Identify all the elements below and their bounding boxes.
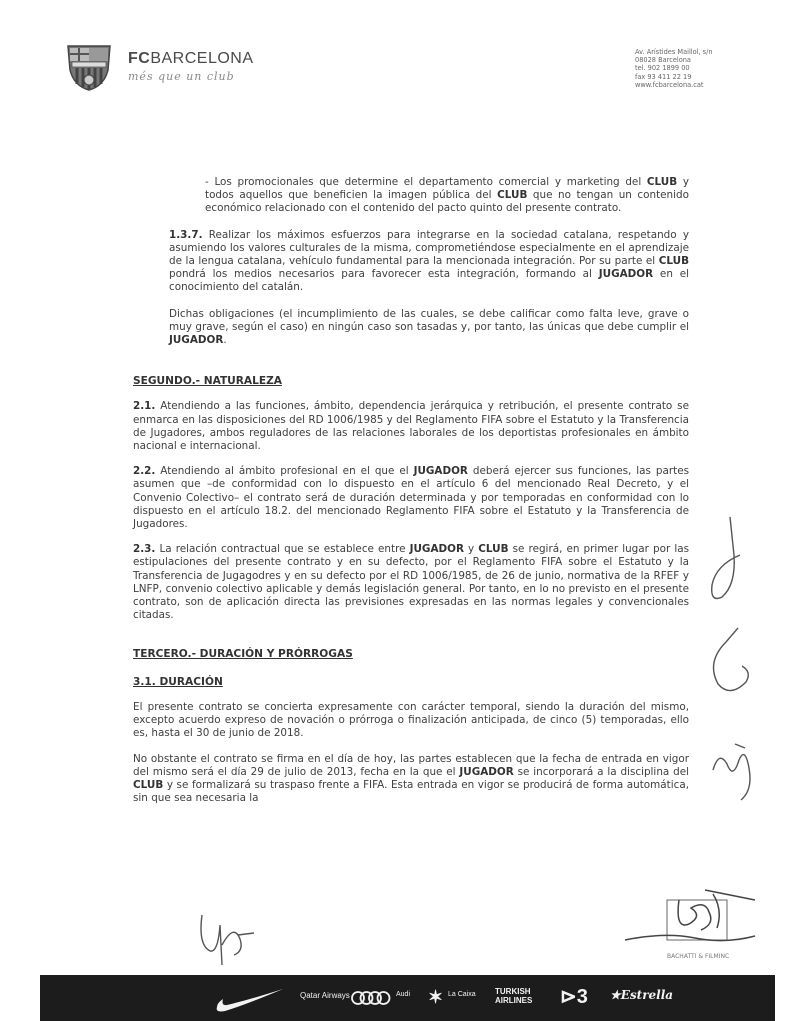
brand-block bbox=[128, 50, 254, 83]
margin-initial-signature bbox=[698, 622, 758, 702]
address-line: fax 93 411 22 19 bbox=[635, 72, 692, 81]
address-line: www.fcbarcelona.cat bbox=[635, 80, 704, 89]
sponsor-qatar: Qatar Airways bbox=[300, 991, 350, 1000]
clause-2-1: 2.1. Atendiendo a las funciones, ámbito, dependencia jerárquica y retribución, el presente contrato se enmarca en las disposiciones del RD 1006/1985 y del Reglamento FIFA sobre el Estatuto y la Transferencia de Jugadores, ambos reguladores de las relaciones laborales de los deportistas profesionales en ámbito nacional e internacional. bbox=[133, 400, 689, 453]
sponsor-estrella: ★Estrella bbox=[610, 988, 674, 1002]
signature-stamp bbox=[605, 880, 765, 970]
contract-body bbox=[133, 176, 689, 805]
obligaciones-paragraph: Dichas obligaciones (el incumplimiento de las cuales, se debe calificar como falta leve, grave o muy grave, según el caso) en ningún caso son tasadas y, por tanto, las únicas que debe cumplir el JUGADOR. bbox=[169, 307, 689, 347]
sponsor-lacaixa-label: La Caixa bbox=[448, 991, 476, 998]
star-icon: ★ bbox=[610, 988, 621, 1002]
clause-2-2: 2.2. Atendiendo al ámbito profesional en el que el JUGADOR deberá ejercer sus funciones, las partes asumen que –de conformidad con lo dispuesto en el artículo 6 del mencionado Real Decreto, y el Convenio Colectivo– el contrato será de duración determinada y por temporadas en conformidad con lo dispuesto en el artículo 18.2. del mencionado Reglamento FIFA sobre el Estatuto y la Transferencia de Jugadores. bbox=[133, 465, 690, 531]
signature-left bbox=[188, 905, 268, 975]
clause-2-3: 2.3. La relación contractual que se establece entre JUGADOR y CLUB se regirá, en primer lugar por las estipulaciones del presente contrato y en su defecto, por el Reglamento FIFA sobre el Estatuto y la Transferencia de Jugagodres y en su defecto por el RD 1006/1985, de 26 de junio, normativa de la RFEF y LNFP, convenio colectivo aplicable y demás legislación general. Por tanto, en lo no previsto en el presente contrato, son de aplicación directa las previsiones expresadas en las normas legales y convencionales citadas. bbox=[133, 543, 689, 622]
club-address bbox=[635, 48, 713, 89]
heading-segundo: SEGUNDO.- NATURALEZA bbox=[133, 375, 282, 388]
stamp-signature-scribble bbox=[605, 880, 765, 950]
heading-3-1: 3.1. DURACIÓN bbox=[133, 675, 223, 688]
three-arrow-icon: ⊳ bbox=[560, 986, 577, 1008]
fcb-crest-icon bbox=[64, 40, 114, 92]
clause-1-3-7: 1.3.7. Realizar los máximos esfuerzos para integrarse en la sociedad catalana, respetando y asumiendo los valores culturales de la misma, comprometiéndose especialmente en el aprendizaje de la lengua catalana, vehículo fundamental para la mencionada integración. Por su parte el CLUB pondrá los medios necesarios para favorecer esta integración, formando al JUGADOR en el conocimiento del catalán. bbox=[169, 228, 689, 294]
brand-tagline: més que un club bbox=[128, 70, 235, 83]
duracion-paragraph-2: No obstante el contrato se firma en el día de hoy, las partes establecen que la fecha de entrada en vigor del mismo será el día 29 de julio de 2013, fecha en la que el JUGADOR se incorporará a la disciplina del CLUB y se formalizará su traspaso frente a FIFA. Esta entrada en vigor se producirá de forma automática, sin que sea necesaria la bbox=[133, 752, 689, 805]
address-line: 08028 Barcelona bbox=[635, 56, 691, 65]
audi-rings-icon bbox=[350, 990, 392, 1006]
sponsor-turkish: TURKISH AIRLINES bbox=[495, 987, 533, 1005]
sponsor-audi-label: Audi bbox=[396, 991, 411, 998]
duracion-paragraph-1: El presente contrato se concierta expresamente con carácter temporal, siendo la duración del mismo, excepto acuerdo expreso de novación o prórroga o finalización anticipada, de cinco (5) temporadas, ello es, hasta el 30 de junio de 2018. bbox=[133, 700, 689, 740]
sponsor-lacaixa: ✶ bbox=[428, 987, 444, 1007]
margin-initial-signature bbox=[705, 740, 765, 820]
letterhead bbox=[0, 0, 800, 110]
margin-initial-signature bbox=[700, 515, 760, 605]
address-line: Av. Arístides Maillol, s/n bbox=[635, 48, 713, 56]
sponsor-three: ⊳3 bbox=[560, 986, 588, 1008]
bullet-promocionales: - Los promocionales que determine el departamento comercial y marketing del CLUB y todos aquellos que beneficien la imagen pública del CLUB que no tengan un contenido económico relacionado con el contenido del pacto quinto del presente contrato. bbox=[205, 176, 689, 215]
address-line: tel. 902 1899 00 bbox=[635, 64, 690, 73]
stamp-text: BACHATTI & FILMINC bbox=[667, 953, 730, 960]
nike-swoosh-icon bbox=[215, 985, 285, 1015]
heading-tercero: TERCERO.- DURACIÓN Y PRÓRROGAS bbox=[133, 648, 353, 661]
brand-name: FCBARCELONA bbox=[128, 50, 254, 67]
sponsors-footer bbox=[40, 975, 775, 1021]
